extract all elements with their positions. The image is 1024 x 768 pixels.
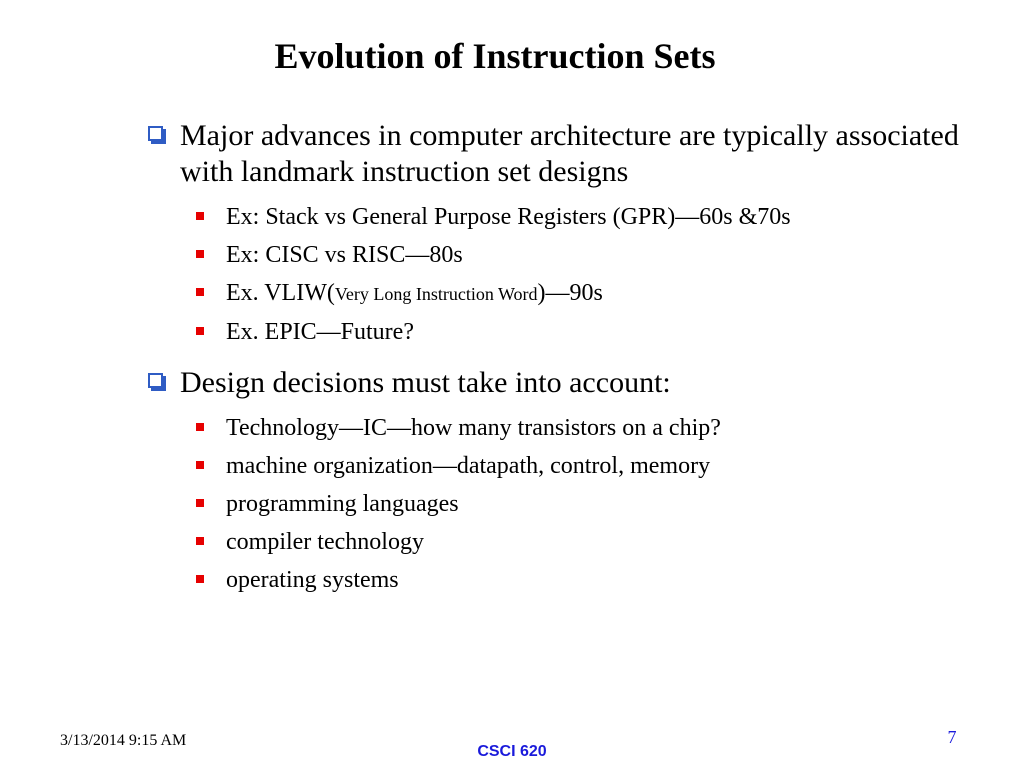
slide-title: Evolution of Instruction Sets [274, 36, 716, 76]
list-item [196, 198, 986, 236]
list-item-text: machine organization—datapath, control, memory [226, 453, 711, 479]
list-item-text [226, 280, 603, 306]
section-heading [146, 365, 986, 401]
square-bullet-icon [196, 537, 204, 545]
section-heading [146, 118, 986, 190]
list-item [196, 236, 986, 274]
checkbox-bullet-icon [148, 373, 163, 388]
list-item [196, 409, 986, 447]
section-heading-text: Major advances in computer architecture are typically associated with landmark instruction set designs [180, 119, 959, 188]
square-bullet-icon [196, 575, 204, 583]
square-bullet-icon [196, 423, 204, 431]
list-item-text: compiler technology [226, 529, 424, 555]
square-bullet-icon [196, 250, 204, 258]
page-number: 7 [947, 727, 957, 747]
footer-date: 3/13/2014 9:15 AM [60, 732, 187, 749]
square-bullet-icon [196, 327, 204, 335]
section-heading-text: Design decisions must take into account: [180, 366, 671, 399]
list-item-text: programming languages [226, 491, 459, 517]
list-item [196, 485, 986, 523]
list-item [196, 561, 986, 599]
list-item-text: Ex: Stack vs General Purpose Registers (GPR)—60s &70s [226, 204, 791, 230]
list-item-text: Ex: CISC vs RISC—80s [226, 242, 463, 268]
section-spacer [146, 351, 986, 365]
square-bullet-icon [196, 212, 204, 220]
list-item-text: Technology—IC—how many transistors on a chip? [226, 415, 721, 441]
checkbox-bullet-icon [148, 126, 163, 141]
list-item-text: operating systems [226, 567, 399, 593]
footer-course: CSCI 620 [477, 743, 547, 760]
list-item-text: Ex. EPIC—Future? [226, 319, 414, 345]
bullet-list [146, 198, 986, 351]
square-bullet-icon [196, 499, 204, 507]
list-item [196, 523, 986, 561]
list-item [196, 274, 986, 313]
bullet-list [146, 409, 986, 599]
square-bullet-icon [196, 461, 204, 469]
list-item-suffix: )—90s [537, 280, 603, 306]
slide-content [146, 118, 986, 599]
square-bullet-icon [196, 288, 204, 296]
list-item-prefix: Ex. VLIW( [226, 280, 335, 306]
list-item [196, 313, 986, 351]
list-item [196, 447, 986, 485]
list-item-small-text: Very Long Instruction Word [334, 284, 538, 304]
